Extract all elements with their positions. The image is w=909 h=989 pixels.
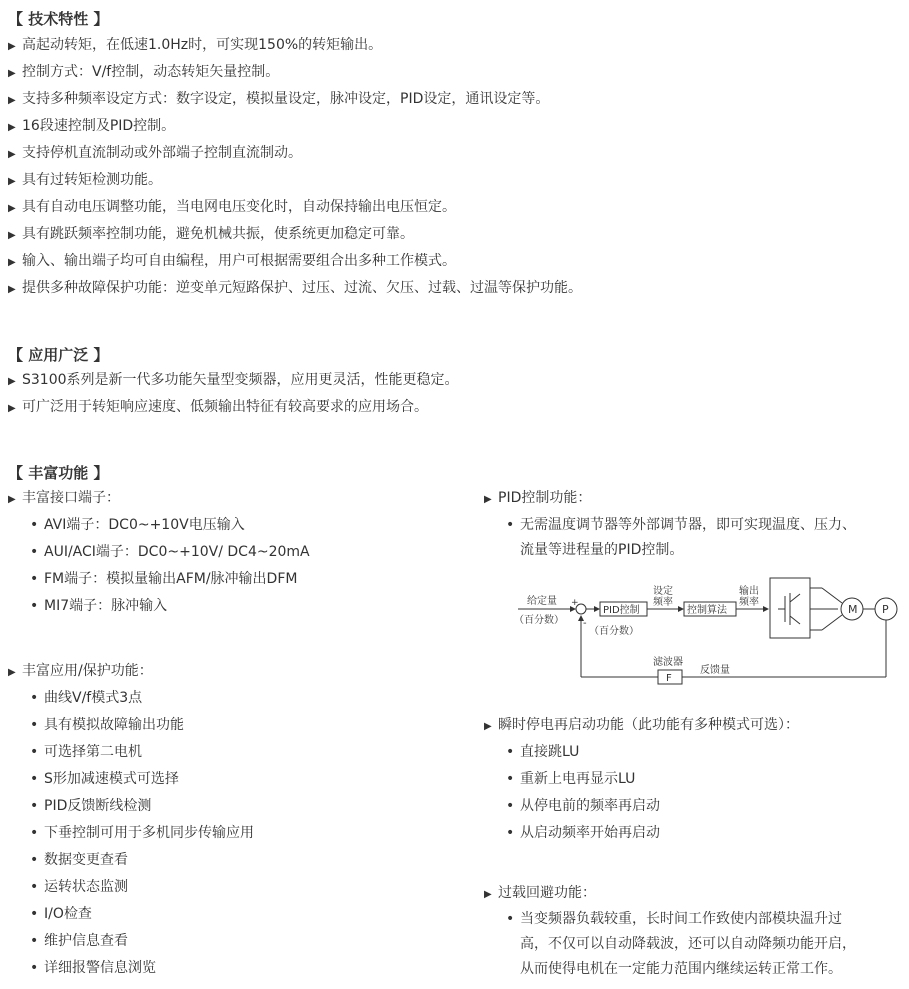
pid-box-label: PID控制 (603, 605, 640, 616)
list-item: • S形加减速模式可选择 (30, 771, 179, 787)
list-item: • 重新上电再显示LU (506, 771, 636, 787)
triangle-icon: ▶ (8, 257, 16, 268)
freq-set-label-2: 频率 (653, 597, 673, 608)
bullet-icon: • (30, 852, 39, 868)
bullet-icon: • (30, 771, 39, 787)
triangle-icon: ▶ (8, 41, 16, 52)
triangle-icon: ▶ (484, 494, 492, 505)
list-item: • I/O检查 (30, 906, 92, 922)
list-item: • 具有模拟故障输出功能 (30, 717, 184, 733)
filter-label: 滤波器 (653, 657, 683, 668)
overload-desc-continued-1: 高，不仅可以自动降载波，还可以自动降频功能开启， (520, 936, 856, 952)
protect-heading: ▶ 丰富应用/保护功能： (8, 663, 153, 679)
bullet-icon: • (506, 798, 515, 814)
list-item: ▶ 控制方式：V/f控制，动态转矩矢量控制。 (8, 64, 280, 80)
list-item: • AVI端子：DC0~+10V电压输入 (30, 517, 245, 533)
bullet-icon: • (506, 825, 515, 841)
bullet-icon: • (30, 598, 39, 614)
list-item: • 可选择第二电机 (30, 744, 142, 760)
bullet-icon: • (30, 906, 39, 922)
list-item: • 运转状态监测 (30, 879, 128, 895)
bullet-icon: • (30, 933, 39, 949)
bullet-icon: • (30, 717, 39, 733)
triangle-icon: ▶ (484, 721, 492, 732)
triangle-icon: ▶ (8, 230, 16, 241)
list-item: ▶ 具有自动电压调整功能，当电网电压变化时，自动保持输出电压恒定。 (8, 199, 456, 215)
triangle-icon: ▶ (8, 494, 16, 505)
list-item: • 从停电前的频率再启动 (506, 798, 660, 814)
list-item: • 详细报警信息浏览 (30, 960, 156, 976)
pid-heading: ▶ PID控制功能： (484, 490, 592, 506)
section-title-app: 【 应用广泛 】 (8, 346, 109, 364)
list-item: • FM端子：模拟量输出AFM/脉冲输出DFM (30, 571, 298, 587)
list-item: • 数据变更查看 (30, 852, 128, 868)
bullet-icon: • (506, 771, 515, 787)
restart-heading: ▶ 瞬时停电再启动功能（此功能有多种模式可选）： (484, 717, 799, 733)
triangle-icon: ▶ (8, 149, 16, 160)
bullet-icon: • (30, 825, 39, 841)
pid-desc-continued: 流量等进程量的PID控制。 (520, 542, 684, 558)
list-item: ▶ 具有过转矩检测功能。 (8, 172, 162, 188)
section-title-rich: 【 丰富功能 】 (8, 464, 109, 482)
setpoint-label: 给定量 (527, 596, 557, 607)
list-item: • 当变频器负载较重，长时间工作致使内部模块温升过 (506, 911, 842, 927)
list-item: ▶ S3100系列是新一代多功能矢量型变频器，应用更灵活，性能更稳定。 (8, 372, 459, 388)
list-item: • 曲线V/f模式3点 (30, 690, 143, 706)
bullet-icon: • (506, 911, 515, 927)
percent-label-1: （百分数） (514, 615, 564, 626)
bullet-icon: • (506, 517, 515, 533)
bullet-icon: • (30, 960, 39, 976)
list-item: • PID反馈断线检测 (30, 798, 152, 814)
feedback-label: 反馈量 (700, 665, 730, 676)
overload-desc-continued-2: 从而使得电机在一定能力范围内继续运转正常工作。 (520, 961, 842, 977)
minus-sign: - (583, 618, 587, 629)
list-item: • 直接跳LU (506, 744, 580, 760)
pump-label: P (882, 603, 889, 616)
bullet-icon: • (30, 690, 39, 706)
list-item: • 无需温度调节器等外部调节器，即可实现温度、压力、 (506, 517, 856, 533)
list-item: ▶ 16段速控制及PID控制。 (8, 118, 176, 134)
list-item: • 从启动频率开始再启动 (506, 825, 660, 841)
triangle-icon: ▶ (8, 122, 16, 133)
triangle-icon: ▶ (8, 403, 16, 414)
list-item: ▶ 可广泛用于转矩响应速度、低频输出特征有较高要求的应用场合。 (8, 399, 428, 415)
bullet-icon: • (30, 571, 39, 587)
interface-heading: ▶ 丰富接口端子： (8, 490, 120, 506)
bullet-icon: • (30, 544, 39, 560)
list-item: • 维护信息查看 (30, 933, 128, 949)
triangle-icon: ▶ (8, 203, 16, 214)
motor-label: M (848, 603, 858, 616)
list-item: ▶ 支持多种频率设定方式：数字设定，模拟量设定，脉冲设定，PID设定，通讯设定等。 (8, 91, 550, 107)
triangle-icon: ▶ (8, 176, 16, 187)
bullet-icon: • (30, 517, 39, 533)
list-item: ▶ 输入、输出端子均可自由编程，用户可根据需要组合出多种工作模式。 (8, 253, 456, 269)
list-item: ▶ 具有跳跃频率控制功能，避免机械共振，使系统更加稳定可靠。 (8, 226, 414, 242)
freq-set-label-1: 设定 (653, 586, 673, 597)
bullet-icon: • (30, 798, 39, 814)
filter-box-label: F (666, 673, 672, 684)
triangle-icon: ▶ (8, 95, 16, 106)
out-freq-label-2: 频率 (739, 597, 759, 608)
section-title-tech: 【 技术特性 】 (8, 10, 109, 28)
bullet-icon: • (30, 879, 39, 895)
algo-box-label: 控制算法 (687, 605, 727, 616)
triangle-icon: ▶ (8, 68, 16, 79)
list-item: ▶ 高起动转矩，在低速1.0Hz时，可实现150%的转矩输出。 (8, 37, 383, 53)
triangle-icon: ▶ (8, 284, 16, 295)
out-freq-label-1: 输出 (739, 586, 759, 597)
triangle-icon: ▶ (484, 889, 492, 900)
list-item: ▶ 支持停机直流制动或外部端子控制直流制动。 (8, 145, 302, 161)
bullet-icon: • (30, 744, 39, 760)
list-item: ▶ 提供多种故障保护功能：逆变单元短路保护、过压、过流、欠压、过载、过温等保护功能。 (8, 280, 582, 296)
overload-heading: ▶ 过载回避功能： (484, 885, 596, 901)
triangle-icon: ▶ (8, 667, 16, 678)
list-item: • AUI/ACI端子：DC0~+10V/ DC4~20mA (30, 544, 310, 560)
percent-label-2: （百分数） (589, 626, 639, 637)
list-item: • MI7端子：脉冲输入 (30, 598, 168, 614)
plus-sign: + (571, 598, 579, 608)
bullet-icon: • (506, 744, 515, 760)
list-item: • 下垂控制可用于多机同步传输应用 (30, 825, 254, 841)
triangle-icon: ▶ (8, 376, 16, 387)
